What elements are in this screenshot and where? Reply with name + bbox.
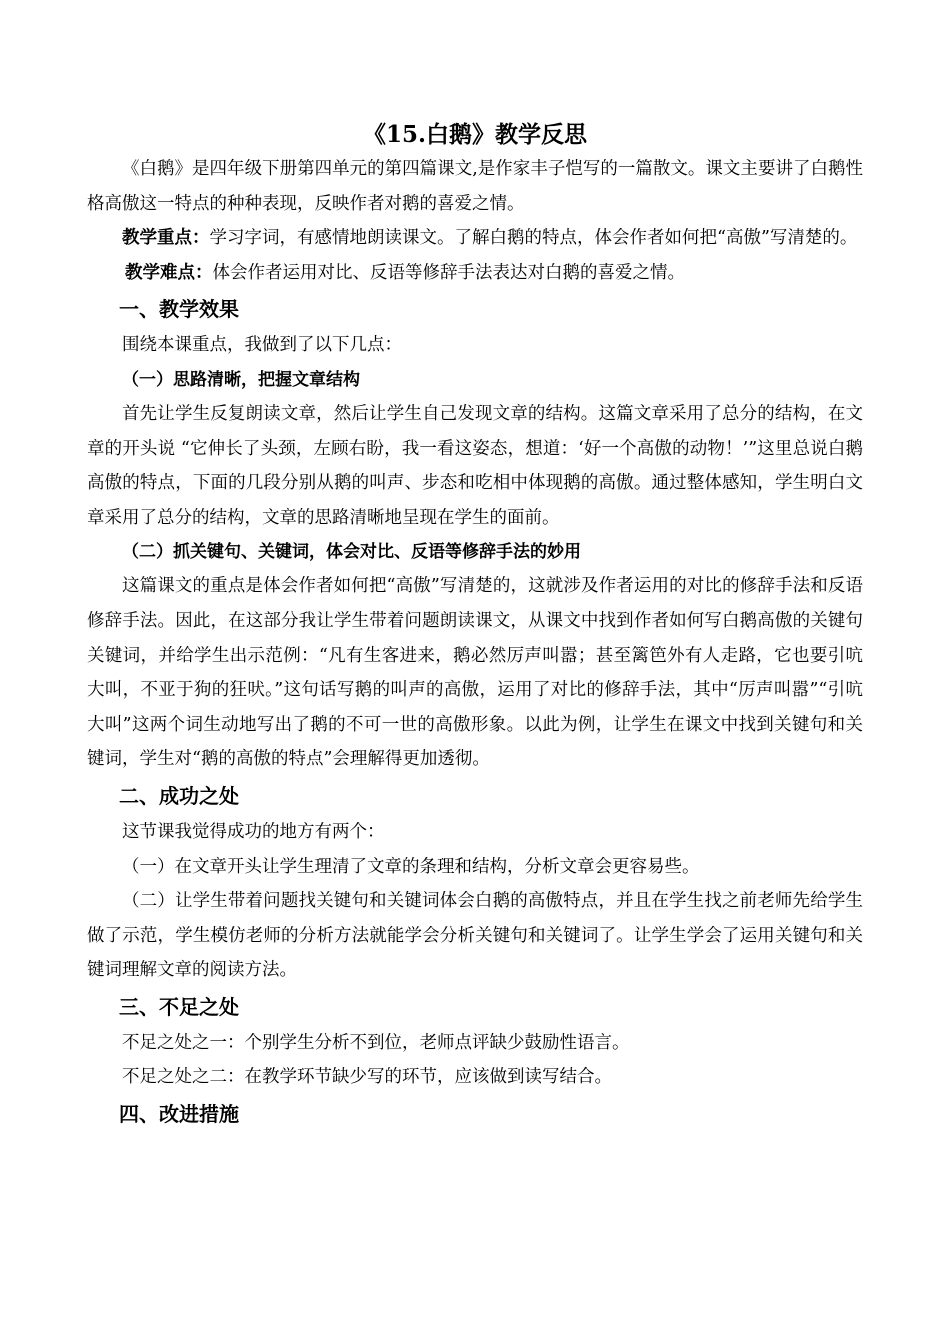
section1-subheading-1: （一）思路清晰，把握文章结构 bbox=[122, 369, 360, 390]
section2-intro: 这节课我觉得成功的地方有两个： bbox=[122, 821, 385, 842]
section2-item-1: （一）在文章开头让学生理清了文章的条理和结构，分析文章会更容易些。 bbox=[122, 856, 700, 877]
key-point-text: 学习字词，有感情地朗读课文。了解白鹅的特点，体会作者如何把“高傲”写清楚的。 bbox=[209, 228, 858, 249]
section-heading-success: 二、成功之处 bbox=[119, 783, 239, 808]
difficulty-paragraph bbox=[87, 256, 863, 291]
section3-item-1: 不足之处之一：个别学生分析不到位，老师点评缺少鼓励性语言。 bbox=[122, 1032, 630, 1053]
section-heading-improvement: 四、改进措施 bbox=[119, 1102, 239, 1127]
section3-item-2: 不足之处之二：在教学环节缺少写的环节，应该做到读写结合。 bbox=[122, 1067, 612, 1088]
document-title: 《15.白鹅》教学反思 bbox=[362, 121, 587, 148]
difficulty-label: 教学难点： bbox=[125, 262, 213, 283]
section-heading-shortcomings: 三、不足之处 bbox=[119, 994, 239, 1019]
key-point-label: 教学重点： bbox=[122, 228, 210, 249]
section1-subheading-2: （二）抓关键句、关键词，体会对比、反语等修辞手法的妙用 bbox=[122, 542, 581, 563]
section1-sub1-paragraph: 首先让学生反复朗读文章，然后让学生自己发现文章的结构。这篇文章采用了总分的结构，在文章的开头说 “它伸长了头颈，左顾右盼，我一看这姿态，想道：‘好一个高傲的动物！’”这里总说白鹅高傲的特点，下面的几段分别从鹅的叫声、步态和吃相中体现鹅的高傲。通过整体感知，学生明白文章采用了总分的结构，文章的思路清晰地呈现在学生的面前。 bbox=[87, 403, 863, 528]
difficulty-text: 体会作者运用对比、反语等修辞手法表达对白鹅的喜爱之情。 bbox=[212, 262, 685, 283]
section-heading-effect: 一、教学效果 bbox=[119, 297, 239, 322]
document-body bbox=[87, 152, 863, 1133]
section1-sub2-paragraph: 这篇课文的重点是体会作者如何把“高傲”写清楚的，这就涉及作者运用的对比的修辞手法和反语修辞手法。因此，在这部分我让学生带着问题朗读课文，从课文中找到作者如何写白鹅高傲的关键句关键词，并给学生出示范例：“凡有生客进来，鹅必然厉声叫嚣；甚至篱笆外有人走路，它也要引吭大叫，不亚于狗的狂吠。”这句话写鹅的叫声的高傲，运用了对比的修辞手法，其中“厉声叫嚣”“引吭大叫”这两个词生动地写出了鹅的不可一世的高傲形象。以此为例，让学生在课文中找到关键句和关键词，学生对“鹅的高傲的特点”会理解得更加透彻。 bbox=[87, 576, 863, 770]
section2-item-2: （二）让学生带着问题找关键句和关键词体会白鹅的高傲特点，并且在学生找之前老师先给学生做了示范，学生模仿老师的分析方法就能学会分析关键句和关键词了。让学生学会了运用关键句和关键词理解文章的阅读方法。 bbox=[87, 891, 863, 981]
key-point-paragraph bbox=[87, 221, 863, 256]
intro-paragraph: 《白鹅》是四年级下册第四单元的第四篇课文,是作家丰子恺写的一篇散文。课文主要讲了白鹅性格高傲这一特点的种种表现，反映作者对鹅的喜爱之情。 bbox=[87, 159, 863, 214]
section1-intro: 围绕本课重点，我做到了以下几点： bbox=[122, 335, 402, 356]
